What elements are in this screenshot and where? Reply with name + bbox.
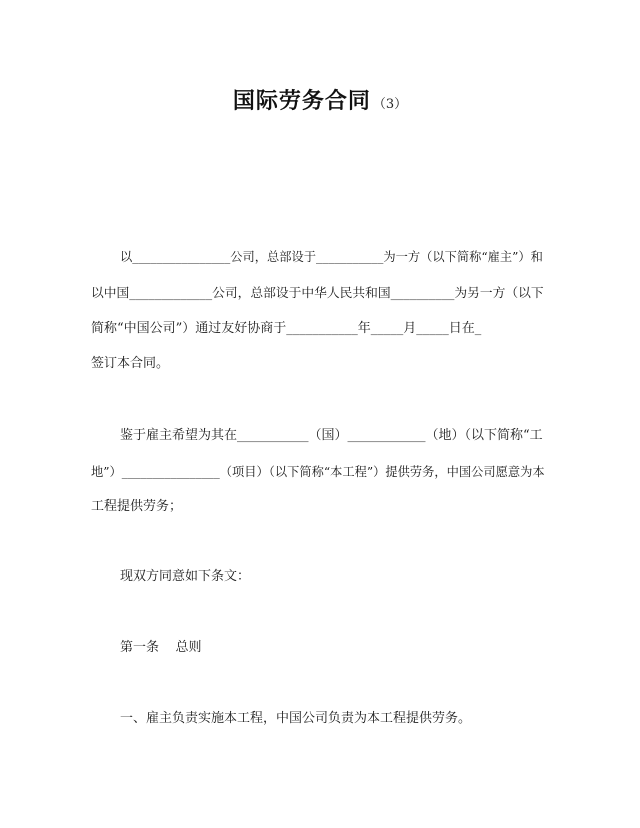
clause-1 — [120, 710, 471, 728]
article-1-heading — [120, 639, 202, 657]
paragraph-2-line-2-text: 地”）________________（项目）（以下简称“本工程”）提供劳务，中国公司愿意为本 — [91, 465, 545, 479]
paragraph-1-line-4 — [91, 355, 169, 373]
title-suffix: （3） — [372, 97, 408, 112]
paragraph-3-line-1-text: 现双方同意如下条文： — [120, 569, 251, 584]
paragraph-2-line-1 — [120, 427, 543, 445]
paragraph-3-line-1 — [120, 568, 250, 586]
paragraph-1-line-3 — [91, 320, 481, 338]
paragraph-1-line-2-text: 以中国_____________公司，总部设于中华人民共和国__________为另一方（以下 — [91, 286, 544, 301]
paragraph-2-line-1-text: 鉴于雇主希望为其在___________（国）____________（地）（以下简称“工 — [120, 428, 543, 443]
paragraph-1-line-4-text: 签订本合同。 — [91, 356, 170, 371]
article-1-heading-text: 第一条 总则 — [120, 640, 202, 655]
paragraph-2-line-3 — [91, 498, 182, 516]
paragraph-2-line-3-text: 工程提供劳务； — [91, 499, 183, 514]
paragraph-1-line-1-text: 以________________公司，总部设于___________为一方（以下简称“雇主”）和 — [120, 250, 543, 264]
title-main: 国际劳务合同 — [232, 89, 371, 114]
clause-1-text: 一、雇主负责实施本工程，中国公司负责为本工程提供劳务。 — [120, 711, 472, 726]
paragraph-2-line-2 — [91, 463, 545, 481]
document-title — [0, 84, 640, 115]
paragraph-1-line-2 — [91, 285, 544, 303]
paragraph-1-line-3-text: 简称“中国公司”）通过友好协商于___________年_____月_____日在_ — [91, 321, 482, 336]
paragraph-1-line-1 — [120, 248, 543, 266]
